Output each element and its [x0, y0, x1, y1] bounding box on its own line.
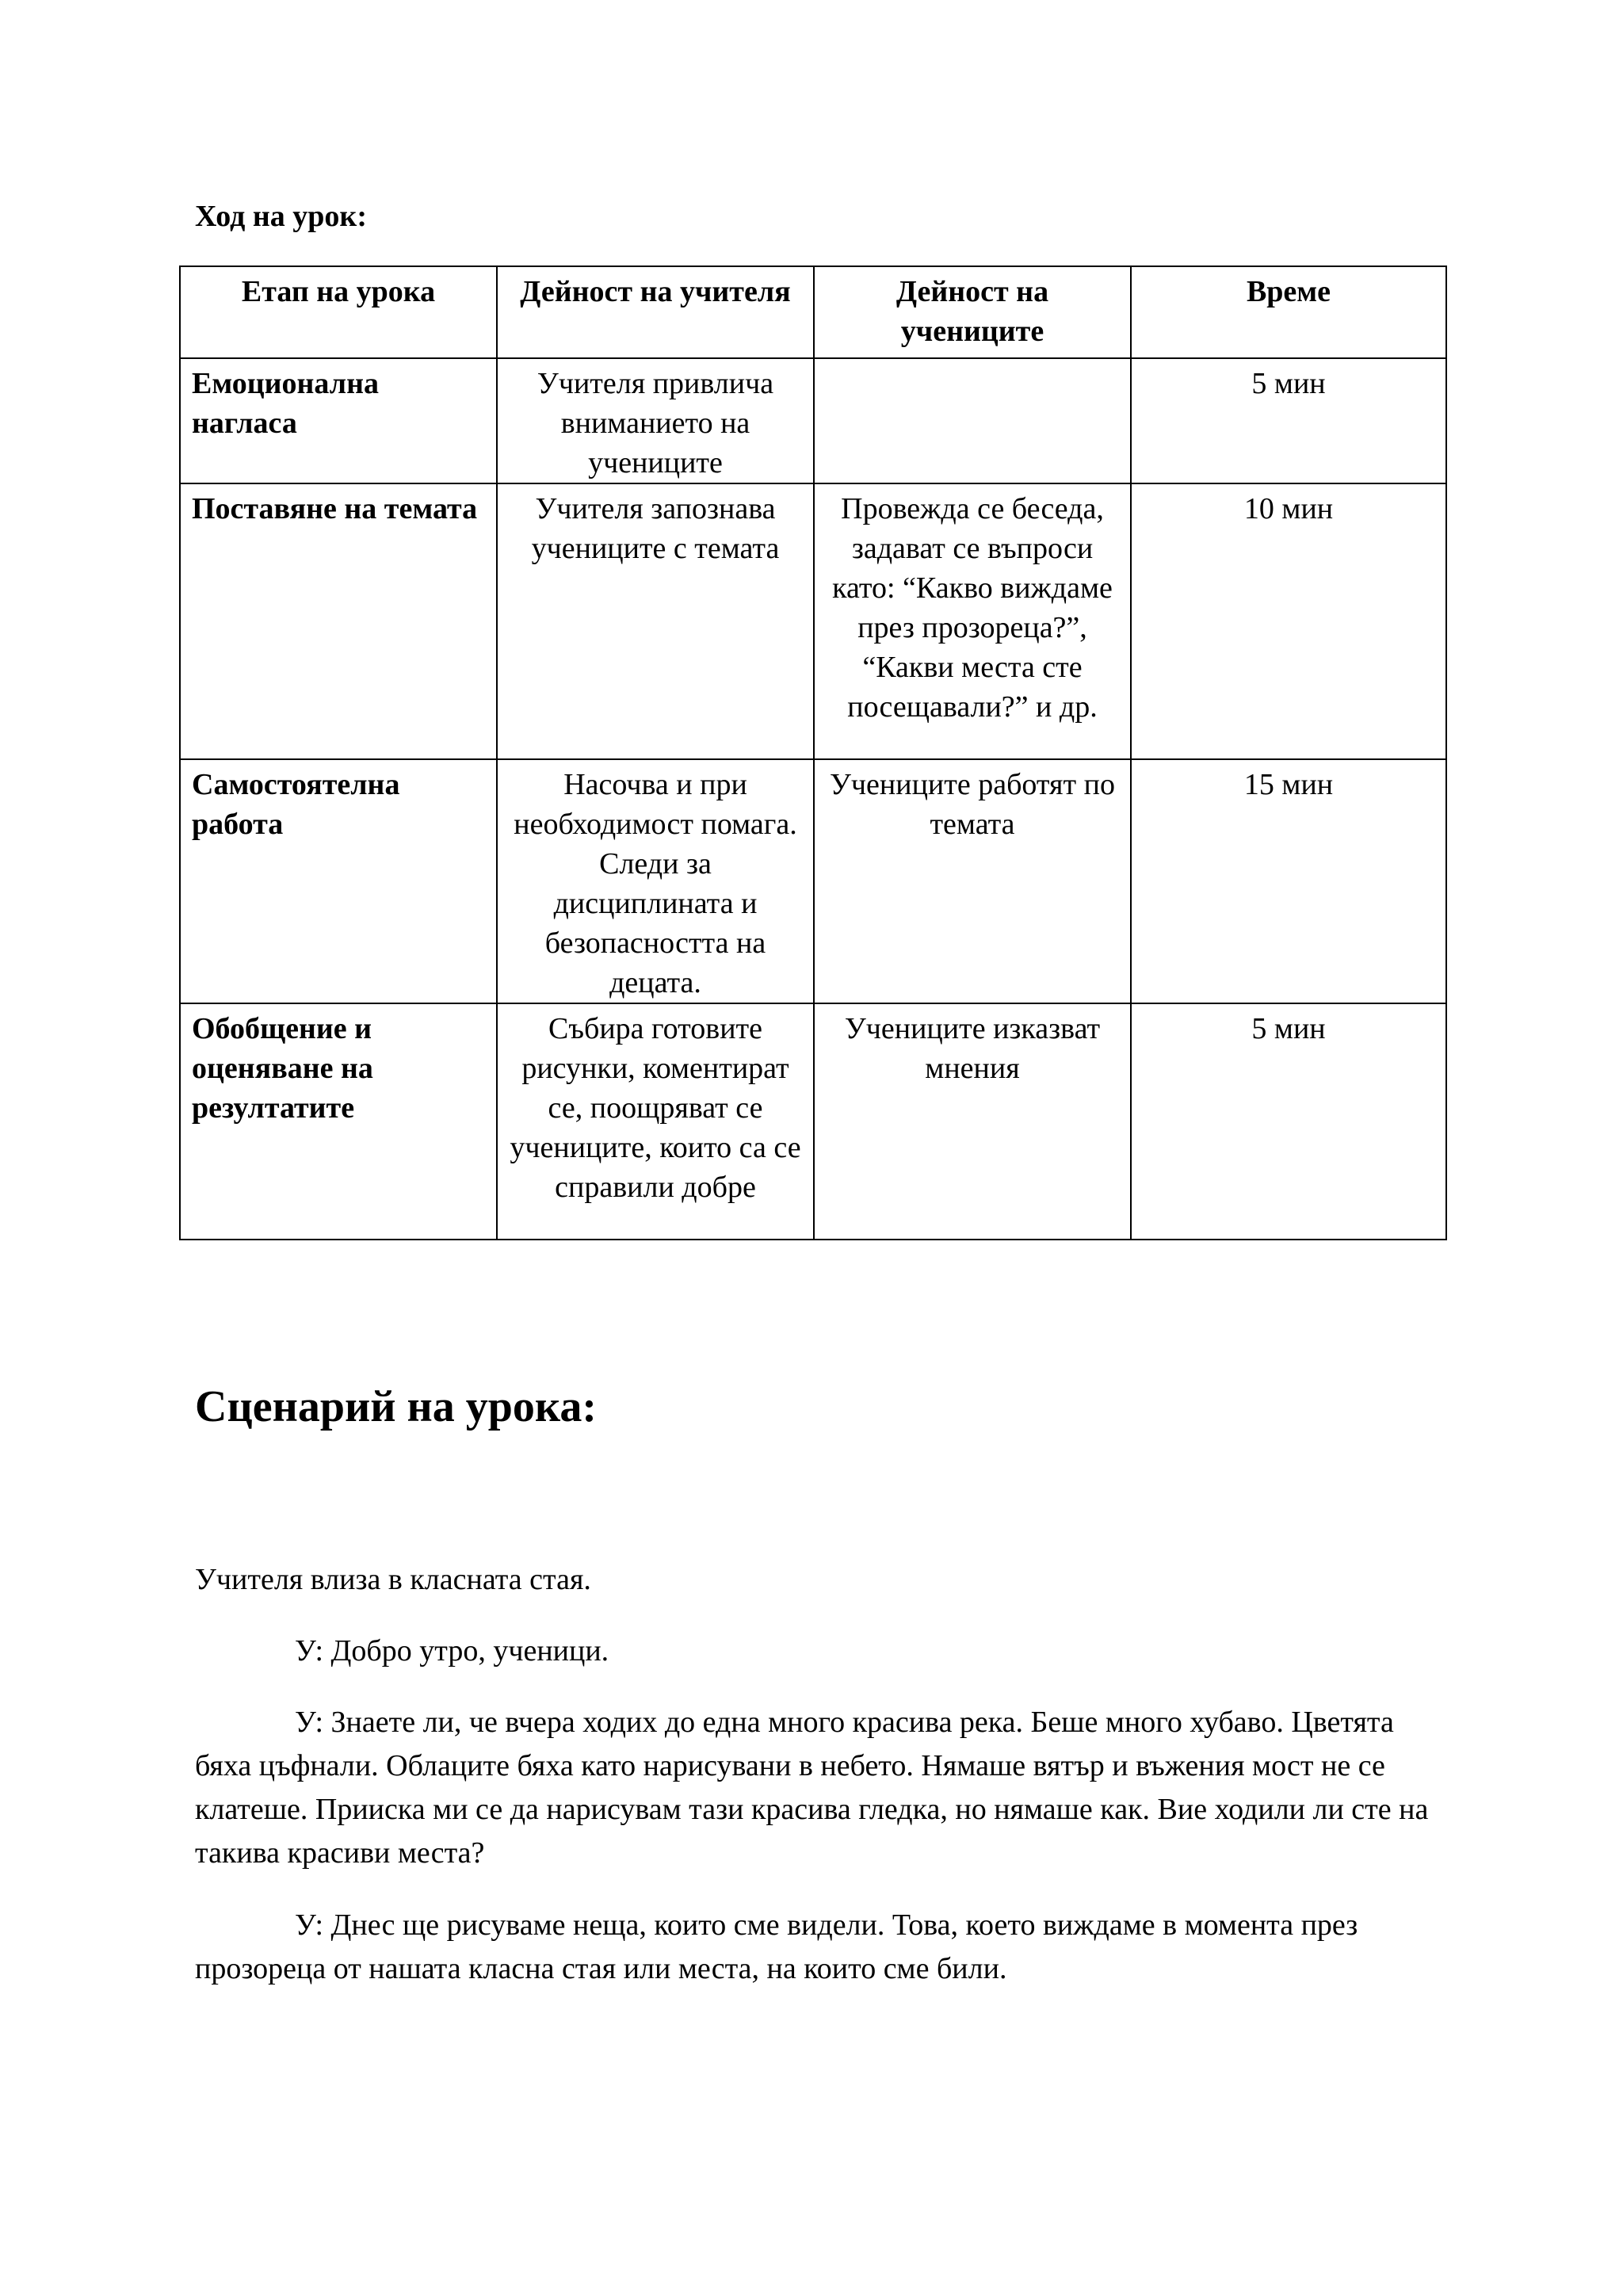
- header-time: Време: [1131, 266, 1446, 358]
- header-stage: Етап на урока: [180, 266, 497, 358]
- teacher-cell: Учителя запознава учениците с темата: [497, 483, 814, 759]
- scenario-heading: Сценарий на урока:: [195, 1382, 597, 1431]
- paragraph: У: Днес ще рисуваме неща, които сме видели. Това, което виждаме в момента през прозореца от нашата класна стая или места, на които сме били.: [195, 1908, 1358, 1985]
- teacher-cell: Учителя привлича вниманието на учениците: [497, 358, 814, 483]
- teacher-cell: Събира готовите рисунки, коментират се, поощряват се учениците, които са се справили добре: [497, 1003, 814, 1240]
- paragraph: У: Добро утро, ученици.: [295, 1634, 609, 1668]
- stage-cell: Емоционална нагласа: [180, 358, 497, 483]
- stage-cell: Самостоятелна работа: [180, 759, 497, 1003]
- table-row: [180, 483, 1446, 759]
- header-students-activity: Дейност на учениците: [814, 266, 1131, 358]
- time-cell: 15 мин: [1131, 759, 1446, 1003]
- table-header-row: [180, 266, 1446, 358]
- time-cell: 5 мин: [1131, 1003, 1446, 1240]
- students-cell: Учениците изказват мнения: [814, 1003, 1131, 1240]
- table-row: [180, 358, 1446, 483]
- time-cell: 10 мин: [1131, 483, 1446, 759]
- header-teacher-activity: Дейност на учителя: [497, 266, 814, 358]
- teacher-cell: Насочва и при необходимост помага. Следи за дисциплината и безопасността на децата.: [497, 759, 814, 1003]
- stage-cell: Обобщение и оценяване на резултатите: [180, 1003, 497, 1240]
- lesson-plan-table: [179, 266, 1447, 1240]
- paragraph: У: Знаете ли, че вчера ходих до една много красива река. Беше много хубаво. Цветята бяха цъфнали. Облаците бяха като нарисувани в небето. Нямаше вятър и въжения мост не се клатеше. Прииска ми се да нарисувам тази красива гледка, но нямаше как. Вие ходили ли сте на такива красиви места?: [195, 1706, 1429, 1870]
- students-cell: Провежда се беседа, задават се въпроси като: “Какво виждаме през прозореца?”, “Какви места сте посещавали?” и др.: [814, 483, 1131, 759]
- table-row: [180, 1003, 1446, 1240]
- students-cell: [814, 358, 1131, 483]
- time-cell: 5 мин: [1131, 358, 1446, 483]
- stage-cell: Поставяне на темата: [180, 483, 497, 759]
- paragraph: Учителя влиза в класната стая.: [195, 1563, 591, 1596]
- section-label: Ход на урок:: [195, 200, 367, 233]
- table-row: [180, 759, 1446, 1003]
- students-cell: Учениците работят по темата: [814, 759, 1131, 1003]
